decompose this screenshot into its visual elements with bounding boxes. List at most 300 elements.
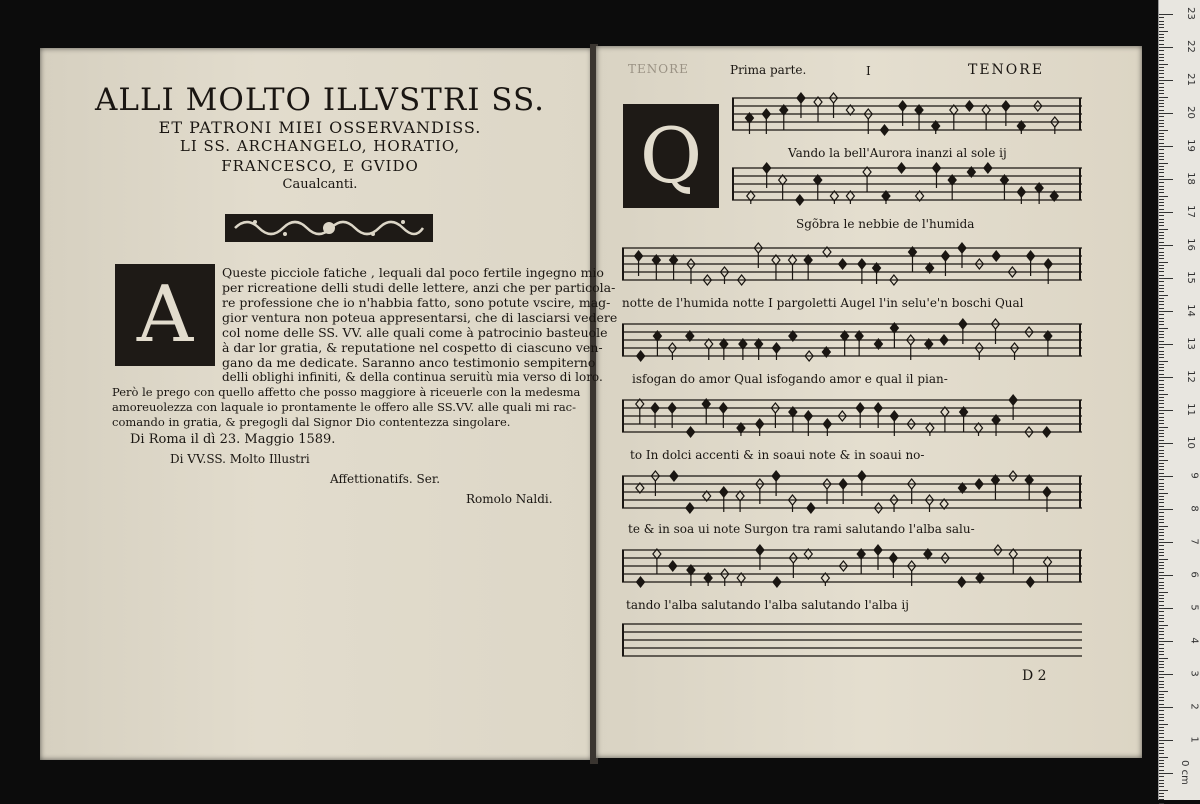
music-note — [687, 565, 695, 586]
dedication-line: à dar lor gratia, & reputatione nel cospetto di ciascuno ven- — [222, 340, 603, 355]
ruler-minor-tick — [1159, 120, 1164, 121]
ruler-tick — [1159, 80, 1173, 81]
music-staff — [622, 394, 1082, 438]
ruler-minor-tick — [1159, 595, 1164, 596]
ornament-icon — [225, 210, 433, 246]
ruler-label: 6 — [1188, 571, 1200, 578]
ruler-minor-tick — [1159, 390, 1164, 391]
date-line: Di Roma il dì 23. Maggio 1589. — [130, 432, 336, 447]
ruler-minor-tick — [1159, 60, 1164, 61]
ruler-minor-tick — [1159, 417, 1164, 418]
ruler-minor-tick — [1159, 387, 1164, 388]
music-note — [1011, 343, 1019, 360]
ruler-minor-tick — [1159, 684, 1164, 685]
ruler-minor-tick — [1159, 634, 1164, 635]
ruler-minor-tick — [1159, 743, 1164, 744]
page-mark: I — [866, 64, 871, 78]
ruler-minor-tick — [1159, 588, 1164, 589]
music-note — [747, 191, 755, 204]
ruler-minor-tick — [1159, 380, 1164, 381]
ruler-minor-tick — [1159, 687, 1164, 688]
ruler-minor-tick — [1159, 271, 1164, 272]
ruler-minor-tick — [1159, 463, 1164, 464]
music-note — [863, 167, 871, 192]
ruler-tick — [1159, 212, 1173, 213]
ruler-label: 3 — [1188, 670, 1200, 677]
ruler-label: 5 — [1188, 604, 1200, 611]
ruler-minor-tick — [1159, 628, 1164, 629]
ruler-tick — [1159, 113, 1173, 114]
ruler-minor-tick — [1159, 347, 1164, 348]
music-note — [975, 479, 983, 489]
ruler-label: 7 — [1188, 538, 1200, 545]
music-note — [982, 105, 990, 130]
music-note — [756, 419, 764, 436]
ruler-minor-tick — [1159, 780, 1164, 781]
music-note — [772, 343, 780, 360]
dedication-subtitle-3: FRANCESCO, E GVIDO — [221, 157, 419, 175]
ruler-minor-tick — [1159, 90, 1164, 91]
ruler-minor-tick — [1159, 235, 1164, 236]
ruler-minor-tick — [1159, 77, 1164, 78]
dedication-line: gano da me dedicate. Saranno anco testimonio sempiterno — [222, 355, 596, 370]
music-note — [652, 255, 660, 280]
ruler-minor-tick — [1159, 367, 1164, 368]
ruler-minor-tick — [1159, 252, 1164, 253]
ruler-minor-tick — [1159, 156, 1164, 157]
author: Romolo Naldi. — [466, 492, 553, 506]
ruler-minor-tick — [1159, 658, 1168, 659]
music-note — [841, 331, 849, 356]
ruler-minor-tick — [1159, 199, 1164, 200]
ruler-label: 16 — [1185, 238, 1197, 251]
ruler-minor-tick — [1159, 285, 1164, 286]
ruler-minor-tick — [1159, 70, 1164, 71]
music-note — [789, 407, 797, 432]
ruler-minor-tick — [1159, 704, 1164, 705]
ruler-minor-tick — [1159, 192, 1164, 193]
ruler-minor-tick — [1159, 314, 1164, 315]
ruler-minor-tick — [1159, 337, 1164, 338]
music-note — [992, 251, 1000, 261]
ruler-label: 18 — [1185, 172, 1197, 185]
ruler-minor-tick — [1159, 440, 1164, 441]
ruler-minor-tick — [1159, 324, 1164, 325]
music-note — [839, 259, 847, 269]
ruler-minor-tick — [1159, 44, 1164, 45]
dedication-subtitle-2: LI SS. ARCHANGELO, HORATIO, — [179, 137, 461, 155]
lyric-line: Vando la bell'Aurora inanzi al sole ij — [788, 146, 1007, 160]
music-note — [670, 471, 678, 481]
ruler-minor-tick — [1159, 420, 1164, 421]
music-note — [958, 577, 966, 587]
music-note — [704, 573, 712, 586]
music-note — [873, 263, 881, 284]
music-note — [926, 495, 934, 512]
ruler-minor-tick — [1159, 423, 1164, 424]
music-note — [1025, 475, 1033, 500]
ruler-tick — [1159, 14, 1173, 15]
ruler-minor-tick — [1159, 469, 1164, 470]
ruler-minor-tick — [1159, 460, 1168, 461]
music-note — [1017, 187, 1025, 204]
ruler-minor-tick — [1159, 133, 1164, 134]
ruler-minor-tick — [1159, 717, 1164, 718]
ruler-minor-tick — [1159, 479, 1164, 480]
ruler-minor-tick — [1159, 453, 1164, 454]
ruler-tick — [1159, 740, 1173, 741]
ruler-minor-tick — [1159, 186, 1164, 187]
music-note — [720, 267, 728, 284]
empty-staff — [622, 618, 1082, 662]
ruler-minor-tick — [1159, 783, 1164, 784]
ruler-minor-tick — [1159, 166, 1164, 167]
music-note — [1026, 577, 1034, 587]
ruler-tick — [1159, 773, 1173, 774]
music-note — [668, 343, 676, 360]
dedication-line: re professione che io n'habbia fatto, sono potute vscire, mag- — [222, 295, 611, 310]
ruler-minor-tick — [1159, 568, 1164, 569]
ruler-minor-tick — [1159, 502, 1164, 503]
music-note — [789, 255, 797, 280]
ruler-minor-tick — [1159, 763, 1164, 764]
music-note — [814, 175, 822, 200]
ruler-minor-tick — [1159, 291, 1164, 292]
ruler-minor-tick — [1159, 215, 1164, 216]
ruler-minor-tick — [1159, 651, 1164, 652]
ruler-minor-tick — [1159, 64, 1168, 65]
ruler-minor-tick — [1159, 512, 1164, 513]
ruler-minor-tick — [1159, 209, 1164, 210]
music-note — [1035, 183, 1043, 204]
ruler-minor-tick — [1159, 354, 1164, 355]
ruler-minor-tick — [1159, 549, 1164, 550]
music-note — [796, 195, 804, 205]
ruler-label: 14 — [1185, 304, 1197, 317]
music-note — [926, 423, 934, 436]
ruler-minor-tick — [1159, 615, 1164, 616]
signature-mark: D 2 — [1022, 668, 1047, 684]
music-note — [932, 121, 940, 134]
ruler-minor-tick — [1159, 760, 1164, 761]
ruler-minor-tick — [1159, 318, 1164, 319]
ruler-minor-tick — [1159, 130, 1168, 131]
music-note — [780, 105, 788, 130]
ruler-minor-tick — [1159, 123, 1164, 124]
music-note — [857, 549, 865, 574]
ruler-minor-tick — [1159, 31, 1168, 32]
ruler-minor-tick — [1159, 430, 1164, 431]
ruler-tick — [1159, 575, 1173, 576]
ruler-minor-tick — [1159, 611, 1164, 612]
ruler-tick — [1159, 476, 1173, 477]
ruler-minor-tick — [1159, 54, 1164, 55]
music-note — [941, 407, 949, 432]
ruler-tick — [1159, 146, 1173, 147]
ruler-minor-tick — [1159, 238, 1164, 239]
ruler-minor-tick — [1159, 159, 1164, 160]
ruler-minor-tick — [1159, 796, 1164, 797]
lyric-line: te & in soa ui note Surgon tra rami salutando l'alba salu- — [628, 522, 975, 536]
music-note — [636, 399, 644, 424]
ruler-minor-tick — [1159, 456, 1164, 457]
music-note — [940, 335, 948, 345]
ruler-minor-tick — [1159, 747, 1164, 748]
ruler-tick — [1159, 377, 1173, 378]
ruler-minor-tick — [1159, 172, 1164, 173]
ruler-label: 13 — [1185, 337, 1197, 350]
ruler-minor-tick — [1159, 582, 1164, 583]
ruler-minor-tick — [1159, 288, 1164, 289]
ruler-minor-tick — [1159, 57, 1164, 58]
ruler-minor-tick — [1159, 730, 1164, 731]
ruler-minor-tick — [1159, 522, 1164, 523]
ruler-minor-tick — [1159, 545, 1164, 546]
ruler-minor-tick — [1159, 40, 1164, 41]
ruler-label: 0 cm — [1179, 760, 1191, 785]
ruler-minor-tick — [1159, 351, 1164, 352]
music-note — [653, 549, 661, 574]
ruler-minor-tick — [1159, 766, 1164, 767]
ruler-minor-tick — [1159, 790, 1168, 791]
ruler-minor-tick — [1159, 275, 1164, 276]
dedication-subtitle-1: ET PATRONI MIEI OSSERVANDISS. — [158, 118, 482, 137]
ruler-minor-tick — [1159, 625, 1168, 626]
ruler-minor-tick — [1159, 750, 1164, 751]
ruler-minor-tick — [1159, 592, 1168, 593]
ruler-minor-tick — [1159, 268, 1164, 269]
lyric-line: to In dolci accenti & in soaui note & in soaui no- — [630, 448, 925, 462]
ruler-minor-tick — [1159, 87, 1164, 88]
dedication-line: per ricreatione delli studi delle lettere, anzi che per particola- — [222, 280, 616, 295]
dedication-line: Però le prego con quello affetto che posso maggiore à riceuerle con la medesma — [112, 385, 581, 399]
ruler-minor-tick — [1159, 654, 1164, 655]
ruler-label: 10 — [1185, 436, 1197, 449]
ruler-minor-tick — [1159, 585, 1164, 586]
music-note — [779, 175, 787, 200]
music-note — [1044, 557, 1052, 582]
music-note — [890, 323, 898, 348]
ruler-minor-tick — [1159, 384, 1164, 385]
ruler-minor-tick — [1159, 727, 1164, 728]
lyric-line: notte de l'humida notte I pargoletti Augel l'in selu'e'n boschi Qual — [622, 296, 1024, 310]
voice-label: TENORE — [968, 62, 1045, 78]
ruler-minor-tick — [1159, 93, 1164, 94]
decorated-initial-q: Q — [623, 104, 719, 208]
ruler-minor-tick — [1159, 496, 1164, 497]
music-note — [702, 399, 710, 424]
ruler-minor-tick — [1159, 136, 1164, 137]
ruler-tick — [1159, 608, 1173, 609]
music-note — [991, 475, 999, 500]
ruler-minor-tick — [1159, 400, 1164, 401]
ruler-tick — [1159, 641, 1173, 642]
ruler-minor-tick — [1159, 298, 1164, 299]
ruler-tick — [1159, 674, 1173, 675]
ruler-minor-tick — [1159, 770, 1164, 771]
ruler-label: 2 — [1188, 703, 1200, 710]
ruler-tick — [1159, 707, 1173, 708]
ruler-minor-tick — [1159, 219, 1164, 220]
ruler-minor-tick — [1159, 539, 1164, 540]
ruler-minor-tick — [1159, 205, 1164, 206]
ruler-minor-tick — [1159, 516, 1164, 517]
ruler-minor-tick — [1159, 506, 1164, 507]
ruler-tick — [1159, 245, 1173, 246]
dedication-line: col nome delle SS. VV. alle quali come à patrocinio basteuole — [222, 325, 608, 340]
music-note — [975, 423, 983, 436]
dedication-line: amoreuolezza con laquale io prontamente le offero alle SS.VV. alle quali mi rac- — [112, 400, 577, 414]
ruler-minor-tick — [1159, 50, 1164, 51]
ruler-minor-tick — [1159, 97, 1168, 98]
music-note — [950, 105, 958, 130]
ruler-label: 20 — [1185, 106, 1197, 119]
music-staff — [732, 162, 1082, 206]
ruler-minor-tick — [1159, 578, 1164, 579]
dedication-line: gior ventura non poteua appresentarsi, che di lasciarsi vedere — [222, 310, 618, 325]
ruler-minor-tick — [1159, 565, 1164, 566]
music-staff — [622, 470, 1082, 514]
ruler-minor-tick — [1159, 242, 1164, 243]
dedication-line: delli oblighi infiniti, & della continua seruitù mia verso di loro. — [222, 370, 603, 384]
ruler-label: 1 — [1188, 736, 1200, 743]
music-note — [804, 255, 812, 280]
music-note — [898, 163, 906, 173]
music-note — [823, 419, 831, 436]
ruler-minor-tick — [1159, 403, 1164, 404]
ruler-minor-tick — [1159, 321, 1164, 322]
ruler-tick — [1159, 509, 1173, 510]
ruler-minor-tick — [1159, 304, 1164, 305]
music-note — [821, 573, 829, 586]
ruler-minor-tick — [1159, 737, 1164, 738]
ruler-minor-tick — [1159, 489, 1164, 490]
ruler-minor-tick — [1159, 255, 1164, 256]
ruler-minor-tick — [1159, 67, 1164, 68]
ruler-minor-tick — [1159, 621, 1164, 622]
ruler-minor-tick — [1159, 638, 1164, 639]
ruler-minor-tick — [1159, 262, 1168, 263]
music-note — [1009, 549, 1017, 574]
music-note — [948, 175, 956, 200]
ruler-minor-tick — [1159, 499, 1164, 500]
music-note — [814, 97, 822, 122]
music-note — [789, 495, 797, 512]
ruler-minor-tick — [1159, 153, 1164, 154]
ruler-minor-tick — [1159, 265, 1164, 266]
ruler-minor-tick — [1159, 552, 1164, 553]
music-note — [721, 569, 729, 586]
ruler-tick — [1159, 278, 1173, 279]
music-staff — [622, 242, 1082, 286]
music-note — [737, 573, 745, 586]
ruler-minor-tick — [1159, 450, 1164, 451]
ruler-tick — [1159, 344, 1173, 345]
salutation: Di VV.SS. Molto Illustri — [170, 452, 310, 466]
ruler-minor-tick — [1159, 364, 1164, 365]
ruler-minor-tick — [1159, 126, 1164, 127]
music-note — [705, 339, 713, 360]
ruler-minor-tick — [1159, 526, 1168, 527]
music-note — [737, 423, 745, 436]
ruler-minor-tick — [1159, 697, 1164, 698]
music-note — [992, 415, 1000, 436]
faded-header: TENORE — [628, 62, 689, 76]
lyric-line: tando l'alba salutando l'alba salutando l'alba ij — [626, 598, 909, 612]
music-note — [720, 339, 728, 360]
ruler-minor-tick — [1159, 529, 1164, 530]
ruler-minor-tick — [1159, 664, 1164, 665]
ruler-minor-tick — [1159, 605, 1164, 606]
music-note — [739, 339, 747, 360]
ruler-tick — [1159, 179, 1173, 180]
ruler-minor-tick — [1159, 631, 1164, 632]
music-note — [653, 331, 661, 356]
ruler-minor-tick — [1159, 572, 1164, 573]
ruler-label: 4 — [1188, 637, 1200, 644]
ruler-minor-tick — [1159, 196, 1168, 197]
music-note — [984, 163, 992, 173]
ruler-minor-tick — [1159, 163, 1168, 164]
music-note — [755, 339, 763, 360]
music-note — [960, 407, 968, 432]
ruler-minor-tick — [1159, 176, 1164, 177]
ruler-minor-tick — [1159, 222, 1164, 223]
ruler-minor-tick — [1159, 328, 1168, 329]
ruler-minor-tick — [1159, 724, 1168, 725]
ruler-minor-tick — [1159, 644, 1164, 645]
ruler-minor-tick — [1159, 374, 1164, 375]
ruler-minor-tick — [1159, 413, 1164, 414]
dedication-title: ALLI MOLTO ILLVSTRI SS. — [95, 82, 545, 118]
ruler-minor-tick — [1159, 394, 1168, 395]
music-note — [855, 331, 863, 356]
ruler-minor-tick — [1159, 601, 1164, 602]
ruler-minor-tick — [1159, 37, 1164, 38]
music-note — [1044, 331, 1052, 356]
ruler-minor-tick — [1159, 486, 1164, 487]
music-note — [745, 113, 753, 134]
ruler-minor-tick — [1159, 331, 1164, 332]
ruler-minor-tick — [1159, 757, 1168, 758]
music-note — [669, 561, 677, 571]
music-note — [637, 577, 645, 587]
ruler-minor-tick — [1159, 667, 1164, 668]
ruler-minor-tick — [1159, 661, 1164, 662]
ruler-minor-tick — [1159, 397, 1164, 398]
music-note — [846, 191, 854, 204]
ruler-minor-tick — [1159, 618, 1164, 619]
ruler-minor-tick — [1159, 493, 1168, 494]
ruler-minor-tick — [1159, 714, 1164, 715]
ruler-minor-tick — [1159, 248, 1164, 249]
music-note — [1017, 121, 1025, 134]
ruler-minor-tick — [1159, 341, 1164, 342]
music-note — [686, 503, 694, 513]
lyric-line: isfogan do amor Qual isfogando amor e qual il pian- — [632, 372, 948, 386]
ruler-minor-tick — [1159, 793, 1164, 794]
ruler-minor-tick — [1159, 436, 1164, 437]
ruler-minor-tick — [1159, 21, 1164, 22]
music-note — [670, 255, 678, 280]
music-note — [1051, 117, 1059, 134]
ruler-minor-tick — [1159, 433, 1164, 434]
ruler-label: 22 — [1185, 40, 1197, 53]
ruler-minor-tick — [1159, 446, 1164, 447]
ruler-minor-tick — [1159, 103, 1164, 104]
ruler-minor-tick — [1159, 681, 1164, 682]
ruler-label: 8 — [1188, 505, 1200, 512]
